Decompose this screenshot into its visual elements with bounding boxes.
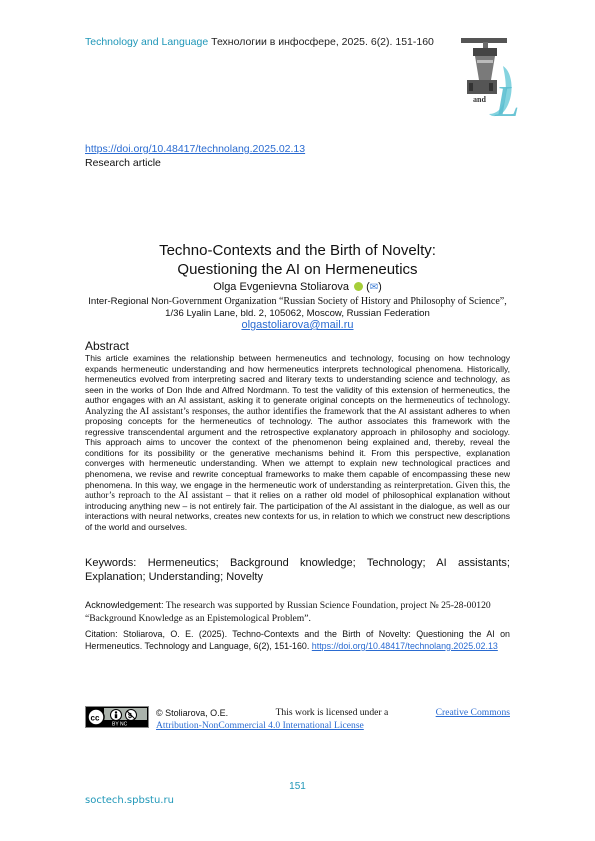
license-text: © Stoliarova, O.E. This work is licensed under a Creative Commons Attribution-NonCommercial 4.0 International License bbox=[156, 707, 510, 731]
keywords-list: Hermeneutics; Background knowledge; Technology; AI assistants; Explanation; Understanding; Novelty bbox=[85, 557, 510, 583]
keywords-label: Keywords: bbox=[85, 557, 137, 569]
journal-title-ru: Технологии в инфосфере, 2025. 6(2). 151-160 bbox=[211, 36, 434, 48]
journal-logo bbox=[459, 36, 520, 126]
logo-letter: L bbox=[495, 77, 520, 126]
article-type: Research article bbox=[85, 157, 161, 169]
article-title bbox=[85, 241, 510, 279]
svg-text:$: $ bbox=[128, 713, 132, 720]
author-line: Olga Evgenievna Stoliarova (✉) bbox=[213, 281, 382, 293]
footer-site[interactable]: soctech.spbstu.ru bbox=[85, 795, 174, 806]
cc-icon: cc bbox=[90, 713, 100, 723]
svg-text:BY NC: BY NC bbox=[112, 721, 128, 728]
logo-small-text: and bbox=[473, 95, 486, 104]
doi-link[interactable]: https://doi.org/10.48417/technolang.2025.02.13 bbox=[85, 143, 306, 155]
author-email[interactable]: olgastoliarova@mail.ru bbox=[241, 319, 354, 331]
title-line-2: Questioning the AI on Hermeneutics bbox=[177, 261, 418, 278]
cc-license-badge[interactable] bbox=[85, 706, 149, 728]
journal-title-en: Technology and Language bbox=[85, 36, 209, 48]
citation-doi-link[interactable]: https://doi.org/10.48417/technolang.2025.02.13 bbox=[311, 640, 498, 651]
title-line-1: Techno-Contexts and the Birth of Novelty: bbox=[159, 242, 436, 259]
affiliation: Inter-Regional Non-Government Organization “Russian Society of History and Philosophy of Science”, 1/36 Lyalin Lane, bld. 2, 105062, Moscow, Russian Federation bbox=[88, 296, 507, 319]
by-icon bbox=[115, 711, 117, 713]
copyright: © Stoliarova, O.E. bbox=[156, 708, 229, 718]
abstract-text: This article examines the relationship between hermeneutics and technology, focusing on how technology expands hermeneutic understanding and how hermeneutics interprets technological phenomena. Historically, hermeneutics evolved from interpreting sacred and literary texts to understanding science and technology, as seen in the works of Don Ihde and Alfred Nordmann. To test the validity of this extension of hermeneutics, the author engages with an AI assistant, asking it to generate original concepts on the hermeneutics of technology. Analyzing the AI assistant’s responses, the author identifies the framework that the AI assistant adheres to when proposing concepts for the hermeneutics of technology. The author associates this framework with the regressive transcendental argument and the retrospective explanatory approach in philosophy and sociology. This approach aims to uncover the context of the phenomenon being explained and, thereby, reveal the conditions for its possibility or the generative mechanisms behind it. From this perspective, explanation converges with hermeneutic understanding. When we attempt to explain new technological practices and phenomena, we revise and rewrite conceptual frameworks to make them capable of encompassing these new phenomena. In this way, we engage in the hermeneutic work of understanding as reinterpretation. Given this, the author’s reproach to the AI assistant – that it relies on a rather old model of philosophical explanation without introducing anything new – is not entirely fair. The participation of the AI assistant in the dialogue, as well as our interactions with neural networks, creates new contexts for us, in relation to which we construct new descriptions of the world and ourselves. bbox=[85, 353, 511, 532]
author-name: Olga Evgenievna Stoliarova bbox=[213, 281, 349, 293]
orcid-icon[interactable] bbox=[354, 282, 363, 291]
license-link-2[interactable]: Attribution-NonCommercial 4.0 International License bbox=[156, 720, 364, 731]
running-header bbox=[85, 36, 434, 48]
abstract-heading: Abstract bbox=[85, 339, 130, 353]
envelope-icon[interactable]: ✉ bbox=[369, 282, 379, 293]
citation: Citation: Stoliarova, O. E. (2025). Techno-Contexts and the Birth of Novelty: Questioning the AI on Hermeneutics. Technology and Language, 6(2), 151-160. https://doi.org/10.48417/technolang.2025.02.13 bbox=[85, 629, 510, 651]
license-link-1[interactable]: Creative Commons bbox=[435, 707, 510, 718]
page-number: 151 bbox=[289, 781, 306, 792]
keywords bbox=[85, 557, 510, 584]
acknowledgement: Acknowledgement: The research was supported by Russian Science Foundation, project № 25-28-00120 “Background Knowledge as an Epistemological Problem”. bbox=[85, 600, 491, 624]
